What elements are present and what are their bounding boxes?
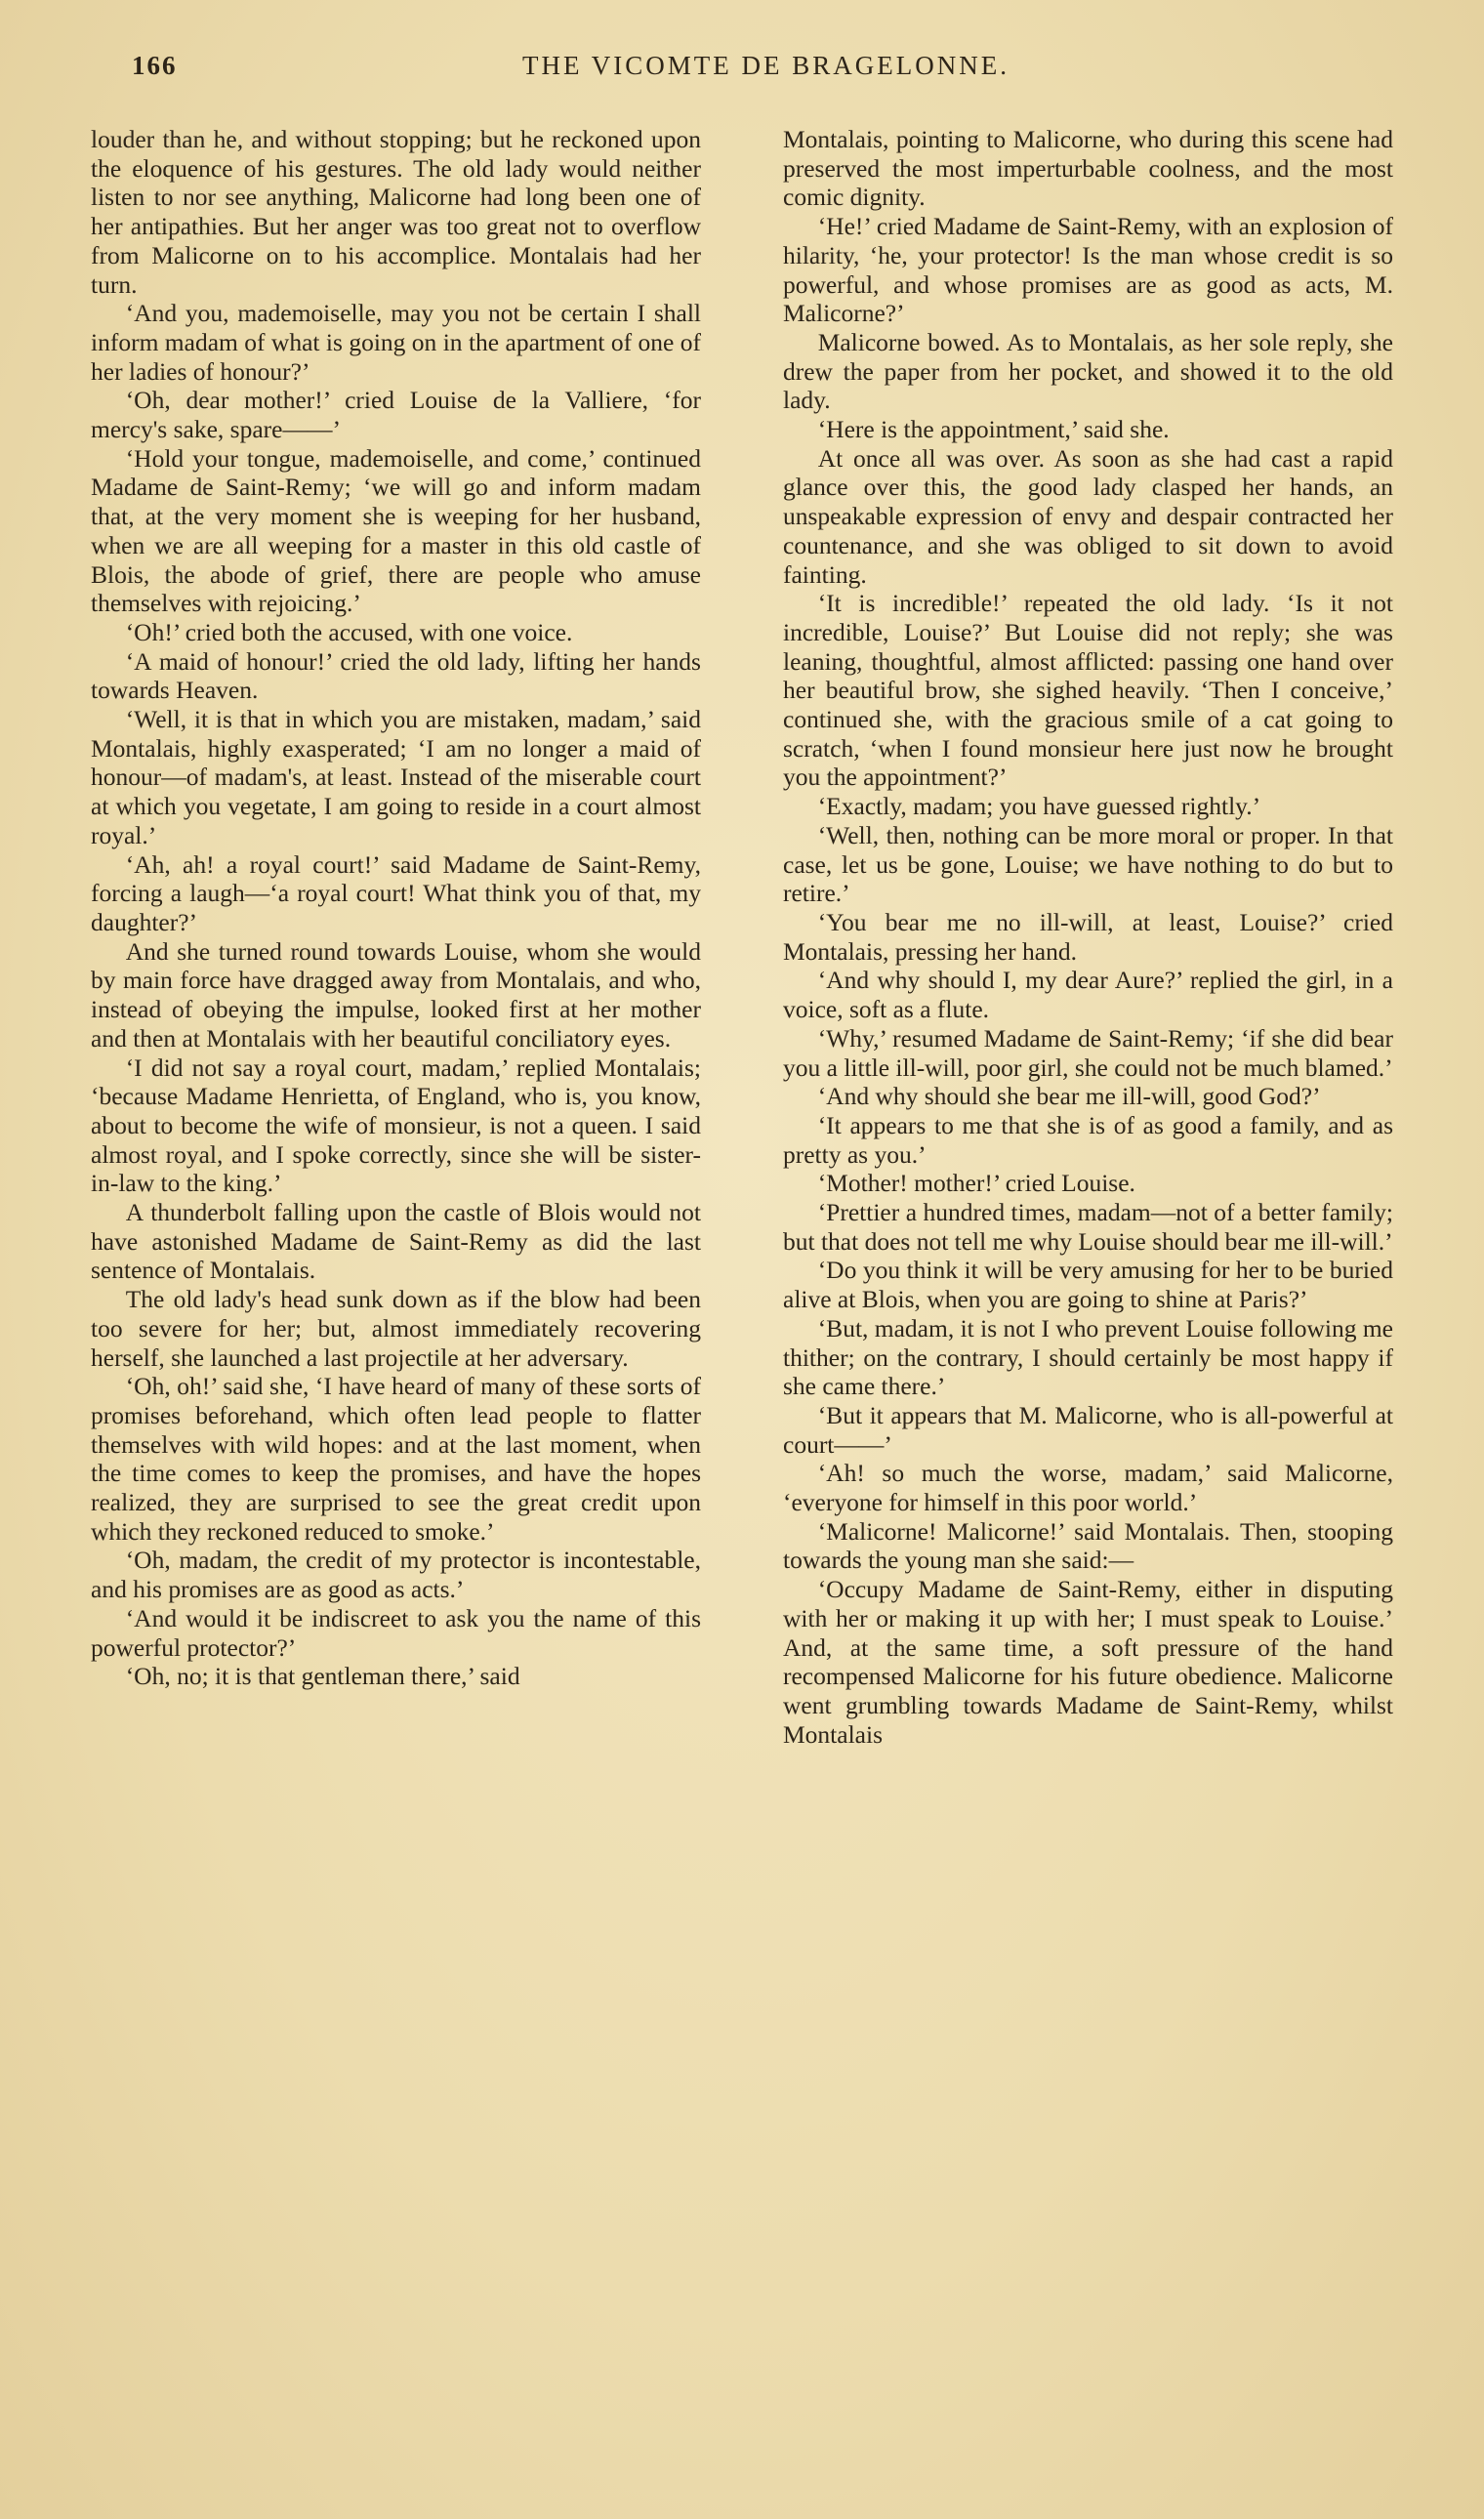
- paragraph: ‘But it appears that M. Malicorne, who is all-powerful at court——’: [783, 1400, 1393, 1459]
- paragraph: ‘You bear me no ill-will, at least, Louise?’ cried Montalais, pressing her hand.: [783, 907, 1393, 966]
- paragraph: ‘Mother! mother!’ cried Louise.: [817, 1169, 1135, 1198]
- left-text-column: [91, 125, 701, 1691]
- right-text-column: [783, 125, 1393, 1749]
- page-number: 166: [132, 51, 178, 80]
- paragraph: ‘And would it be indiscreet to ask you the name of this powerful protector?’: [91, 1603, 701, 1662]
- paragraph: ‘Exactly, madam; you have guessed rightly.’: [817, 792, 1261, 821]
- paragraph: ‘Ah, ah! a royal court!’ said Madame de Saint-Remy, forcing a laugh—‘a royal court! What think you of that, my daughter?’: [91, 849, 701, 936]
- paragraph: ‘Well, then, nothing can be more moral or proper. In that case, let us be gone, Louise; we have nothing to do but to retire.’: [783, 820, 1393, 908]
- paragraph: ‘And why should I, my dear Aure?’ replied the girl, in a voice, soft as a flute.: [783, 966, 1393, 1024]
- paragraph: And she turned round towards Louise, whom she would by main force have dragged away from Montalais, and who, instead of obeying the impulse, looked first at her mother and then at Montalais with her beautiful conciliatory eyes.: [91, 936, 701, 1053]
- paragraph: ‘And you, mademoiselle, may you not be certain I shall inform madam of what is going on in the apartment of one of her ladies of honour?’: [91, 299, 701, 386]
- paragraph: ‘Why,’ resumed Madame de Saint-Remy; ‘if she did bear you a little ill-will, poor girl, she could not be much blamed.’: [783, 1023, 1393, 1082]
- paragraph: ‘Prettier a hundred times, madam—not of a better family; but that does not tell me why Louise should bear me ill-will.’: [783, 1198, 1393, 1256]
- paragraph: ‘It is incredible!’ repeated the old lady. ‘Is it not incredible, Louise?’ But Louise did not reply; she was leaning, thoughtful, almost afflicted: passing one hand over her beautiful brow, she sighed heavily. ‘Then I conceive,’ continued she, with the gracious smile of a cat going to scratch, ‘when I found monsieur here just now he brought you the appointment?’: [783, 589, 1393, 792]
- paragraph: louder than he, and without stopping; but he reckoned upon the eloquence of his gestures. The old lady would neither listen to nor see anything, Malicorne had long been one of her antipathies. But her anger was too great not to overflow from Malicorne on to his accomplice. Montalais had her turn.: [91, 125, 701, 299]
- paragraph: A thunderbolt falling upon the castle of Blois would not have astonished Madame de Saint-Remy as did the last sentence of Montalais.: [91, 1198, 701, 1285]
- paragraph: ‘And why should she bear me ill-will, good God?’: [817, 1082, 1321, 1111]
- paragraph: ‘Oh, oh!’ said she, ‘I have heard of many of these sorts of promises beforehand, which often lead people to flatter themselves with wild hopes: and at the last moment, when the time comes to keep the promises, and have the hopes realized, they are surprised to see the great credit upon which they reckoned reduced to smoke.’: [91, 1372, 701, 1546]
- running-head: THE VICOMTE DE BRAGELONNE.: [522, 51, 1010, 80]
- paragraph: ‘Oh!’ cried both the accused, with one voice.: [125, 617, 573, 646]
- paragraph: ‘Occupy Madame de Saint-Remy, either in disputing with her or making it up with her; I must speak to Louise.’ And, at the same time, a soft pressure of the hand recompensed Malicorne for his future obedience. Malicorne went grumbling towards Madame de Saint-Remy, whilst Montalais: [783, 1575, 1393, 1749]
- paragraph: ‘Hold your tongue, mademoiselle, and come,’ continued Madame de Saint-Remy; ‘we will go and inform madam that, at the very moment she is weeping for her husband, when we are all weeping for a master in this old castle of Blois, the abode of grief, there are people who amuse themselves with rejoicing.’: [91, 443, 701, 618]
- paragraph: ‘Oh, madam, the credit of my protector is incontestable, and his promises are as good as acts.’: [91, 1546, 701, 1604]
- paragraph: Malicorne bowed. As to Montalais, as her sole reply, she drew the paper from her pocket, and showed it to the old lady.: [783, 327, 1393, 415]
- page-header: [132, 51, 1435, 90]
- paragraph: ‘But, madam, it is not I who prevent Louise following me thither; on the contrary, I should certainly be most happy if she came there.’: [783, 1313, 1393, 1401]
- paragraph: ‘He!’ cried Madame de Saint-Remy, with an explosion of hilarity, ‘he, your protector! Is the man whose credit is so powerful, and whose promises are as good as acts, M. Malicorne?’: [783, 212, 1393, 328]
- paragraph: ‘A maid of honour!’ cried the old lady, lifting her hands towards Heaven.: [91, 646, 701, 705]
- paragraph: ‘I did not say a royal court, madam,’ replied Montalais; ‘because Madame Henrietta, of England, who is, you know, about to become the wife of monsieur, is not a queen. I said almost royal, and I spoke correctly, since she will be sister-in-law to the king.’: [91, 1053, 701, 1198]
- paragraph: ‘Well, it is that in which you are mistaken, madam,’ said Montalais, highly exasperated; ‘I am no longer a maid of honour—of madam's, at least. Instead of the miserable court at which you vegetate, I am going to reside in a court almost royal.’: [91, 705, 701, 849]
- paragraph: Montalais, pointing to Malicorne, who during this scene had preserved the most imperturbable coolness, and the most comic dignity.: [783, 125, 1393, 212]
- paragraph: At once all was over. As soon as she had cast a rapid glance over this, the good lady clasped her hands, an unspeakable expression of envy and despair contracted her countenance, and she was obliged to sit down to avoid fainting.: [783, 443, 1393, 589]
- paragraph: ‘Do you think it will be very amusing for her to be buried alive at Blois, when you are going to shine at Paris?’: [783, 1256, 1393, 1314]
- paragraph: ‘Oh, dear mother!’ cried Louise de la Valliere, ‘for mercy's sake, spare——’: [91, 386, 701, 444]
- paragraph: ‘Ah! so much the worse, madam,’ said Malicorne, ‘everyone for himself in this poor world.’: [783, 1459, 1393, 1517]
- paragraph: ‘Oh, no; it is that gentleman there,’ said: [125, 1662, 520, 1691]
- paragraph: ‘It appears to me that she is of as good a family, and as pretty as you.’: [783, 1110, 1393, 1169]
- paragraph: The old lady's head sunk down as if the blow had been too severe for her; but, almost immediately recovering herself, she launched a last projectile at her adversary.: [91, 1285, 701, 1372]
- paragraph: ‘Here is the appointment,’ said she.: [817, 415, 1170, 444]
- paragraph: ‘Malicorne! Malicorne!’ said Montalais. Then, stooping towards the young man she said:—: [783, 1516, 1393, 1575]
